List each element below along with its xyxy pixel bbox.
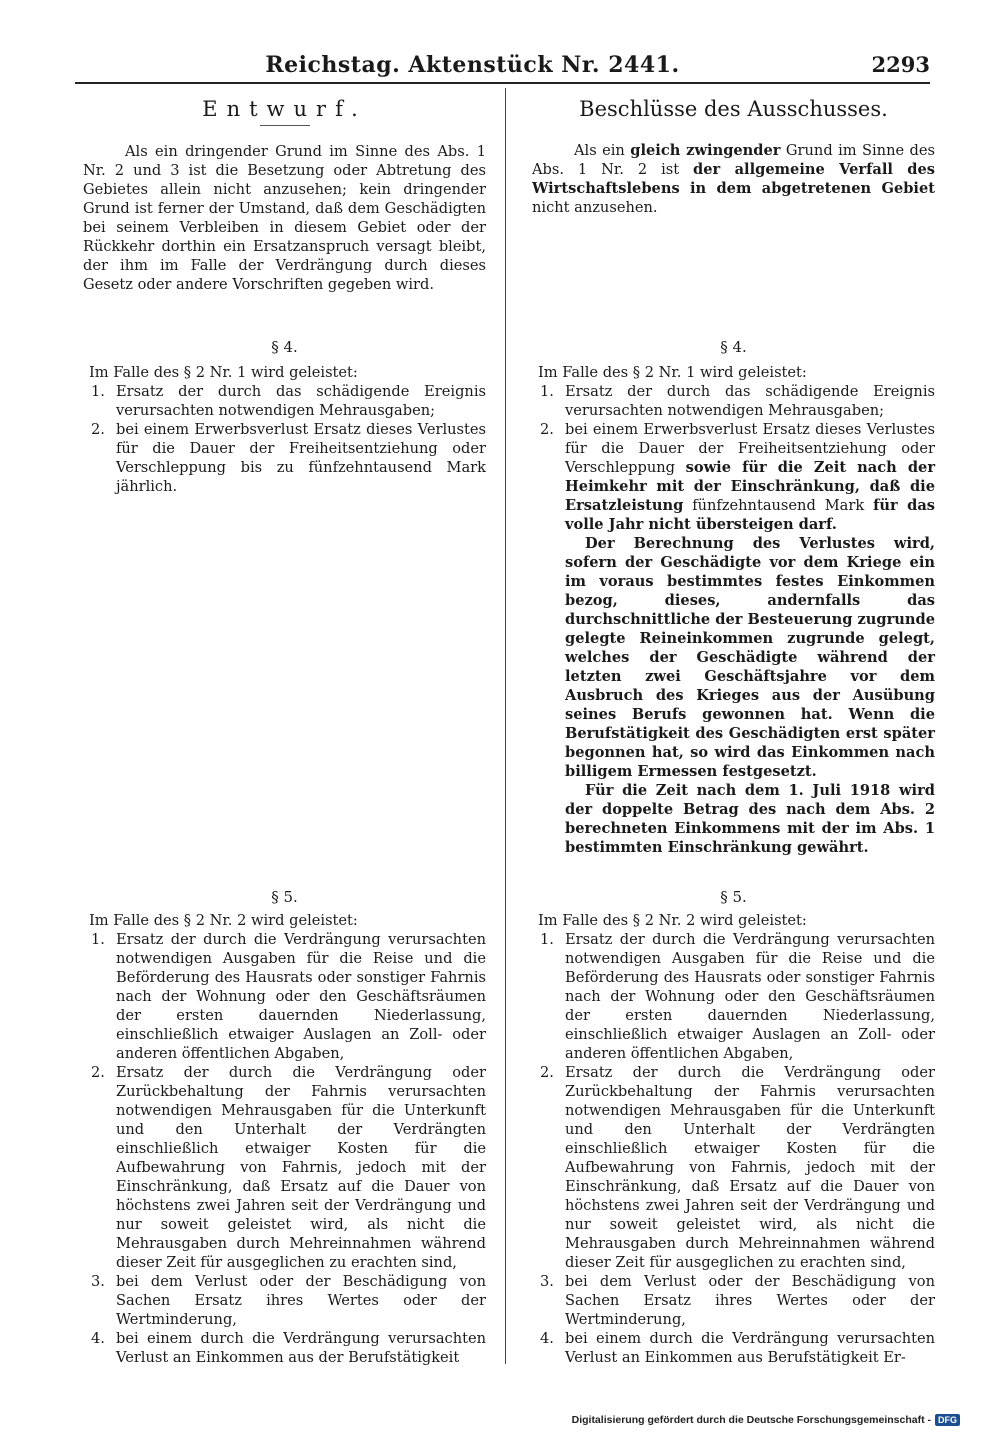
list-item [532,1329,935,1367]
item-text: bei dem Verlust oder der Beschädigung von Sachen Ersatz ihres Wertes oder der Wertminderung, [116,1273,486,1328]
page-header [75,52,930,80]
intro-amendment: der allgemeine Verfall des Wirtschaftslebens in dem abgetretenen Gebiet [532,161,936,197]
item-text: Ersatz der durch die Verdrängung oder Zurückbehaltung der Fahrnis verursachten notwendigen Mehrausgaben für die Unterkunft und den Unterhalt der Verdrängten einschließlich etwaiger Kosten für die Aufbewahrung von Fahrnis, jedoch mit der Einschränkung, daß Ersatz auf die Dauer von höchstens zwei Jahren seit der Verdrängung und nur soweit geleistet wird, als nicht die Mehrausgaben durch Mehreinnahmen während dieser Zeit für ausgeglichen zu erachten sind, [116,1064,486,1271]
page-number: 2293 [871,52,930,77]
item-text: Ersatz der durch das schädigende Ereignis verursachten notwendigen Mehrausgaben; [116,383,486,419]
column-divider [505,88,506,1364]
amendment-paragraph-calculation: Der Berechnung des Verlustes wird, sofern der Geschädigte vor dem Kriege ein im voraus bestimmtes festes Einkommen bezog, dieses, andernfalls das durchschnittliche der Besteuerung zugrunde gelegte Reineinkommen zugrunde gelegt, welches der Geschädigte während der letzten zwei Geschäftsjahre vor dem Ausbruch des Krieges aus der Ausübung seines Berufs gewonnen hat. Wenn die Berufstätigkeit des Geschädigten erst später begonnen hat, so wird das Einkommen nach billigem Ermessen festgesetzt. [565,535,936,780]
right-s5-list [532,930,935,1367]
left-s5-lead: Im Falle des § 2 Nr. 2 wird geleistet: [89,912,358,929]
left-s5-list [83,930,486,1367]
item-number: 2. [540,1064,554,1081]
item-number: 4. [91,1330,105,1347]
list-item [532,1063,935,1272]
left-section-5 [83,888,486,1367]
right-column [532,97,936,217]
item-text: Ersatz der durch die Verdrängung verursachten notwendigen Ausgaben für die Reise und die Beförderung des Hausrats oder sonstiger Fahrnis nach der Wohnung oder den Geschäftsräumen der ersten dauernden Niederlassung, einschließlich etwaiger Auslagen an Zoll- oder anderen öffentlichen Abgaben, [116,931,486,1062]
item-number: 1. [91,931,105,948]
item-amendment: für das volle Jahr nicht übersteigen darf. [565,497,935,533]
left-s4-title: § 4. [271,338,298,356]
heading-rule [260,125,310,126]
list-item [532,420,935,857]
list-item [83,1063,486,1272]
intro-text: Grund im Sinne des Abs. 1 Nr. 2 ist [532,142,935,178]
item-number: 2. [540,421,554,438]
item-text: bei einem Erwerbsverlust Ersatz dieses Verlustes für die Dauer der Freiheitsentziehung oder Verschleppung bis zu fünfzehntausend Mark jährlich. [116,421,486,495]
item-text: Ersatz der durch die Verdrängung verursachten notwendigen Ausgaben für die Reise und die Beförderung des Hausrats oder sonstiger Fahrnis nach der Wohnung oder den Geschäftsräumen der ersten dauernden Niederlassung, einschließlich etwaiger Auslagen an Zoll- oder anderen öffentlichen Abgaben, [565,931,935,1062]
item-number: 1. [91,383,105,400]
item-number: 4. [540,1330,554,1347]
item-number: 2. [91,1064,105,1081]
left-s4-list [83,382,486,496]
item-text: Ersatz der durch die Verdrängung oder Zurückbehaltung der Fahrnis verursachten notwendigen Mehrausgaben für die Unterkunft und den Unterhalt der Verdrängten einschließlich etwaiger Kosten für die Aufbewahrung von Fahrnis, jedoch mit der Einschränkung, daß Ersatz auf die Dauer von höchstens zwei Jahren seit der Verdrängung und nur soweit geleistet wird, als nicht die Mehrausgaben durch Mehreinnahmen während dieser Zeit für ausgeglichen zu erachten sind, [565,1064,935,1271]
left-section-4 [83,338,486,496]
item-text: fünfzehntausend Mark [683,497,874,514]
left-intro-paragraph: Als ein dringender Grund im Sinne des Abs. 1 Nr. 2 und 3 ist die Besetzung oder Abtretung des Gebietes allein nicht anzusehen; kein dringender Grund ist ferner der Umstand, daß dem Geschädigten bei seinem Verbleiben in diesem Gebiet oder der Rückkehr dorthin ein Ersatzanspruch versagt bleibt, der ihm im Falle der Verdrängung durch dieses Gesetz oder andere Vorschriften gegeben wird. [83,143,486,293]
amendment-paragraph-1918: Für die Zeit nach dem 1. Juli 1918 wird der doppelte Betrag des nach dem Abs. 2 berechneten Einkommens mit der im Abs. 1 bestimmten Einschränkung gewährt. [565,782,935,856]
item-amendment: sowie für die Zeit nach der Heimkehr mit der Einschränkung, daß die Ersatzleistung [565,459,936,514]
left-column-heading: Entwurf. [202,97,367,121]
right-s4-list [532,382,935,857]
dfg-logo: DFG [935,1414,960,1426]
list-item [532,382,935,420]
item-number: 3. [91,1273,105,1290]
right-s5-title: § 5. [720,888,747,906]
list-item [83,420,486,496]
digitization-footer [572,1414,960,1426]
left-column [83,97,486,294]
intro-amendment: gleich zwingender [630,142,781,159]
right-s5-lead: Im Falle des § 2 Nr. 2 wird geleistet: [538,912,807,929]
intro-text: Als ein [574,142,631,159]
right-column-heading: Beschlüsse des Ausschusses. [579,97,888,121]
item-number: 2. [91,421,105,438]
list-item [532,1272,935,1329]
right-section-5 [532,888,935,1367]
right-s4-title: § 4. [720,338,747,356]
header-rule [75,82,930,84]
item-text: bei einem durch die Verdrängung verursachten Verlust an Einkommen aus der Berufstätigkeit [116,1330,486,1366]
item-number: 1. [540,383,554,400]
right-intro-paragraph [532,141,935,217]
item-text: Ersatz der durch das schädigende Ereignis verursachten notwendigen Mehrausgaben; [565,383,935,419]
left-s4-lead: Im Falle des § 2 Nr. 1 wird geleistet: [89,364,358,381]
intro-text: nicht anzusehen. [532,199,658,216]
item-text: bei einem Erwerbsverlust Ersatz dieses Verlustes für die Dauer der Freiheitsentziehung oder Verschleppung [565,421,935,476]
footer-text: Digitalisierung gefördert durch die Deutsche Forschungsgemeinschaft - [571,1414,931,1426]
item-number: 3. [540,1273,554,1290]
list-item [532,930,935,1063]
item-text: bei einem durch die Verdrängung verursachten Verlust an Einkommen aus Berufstätigkeit Er- [565,1330,935,1366]
left-s5-title: § 5. [271,888,298,906]
list-item [83,1272,486,1329]
item-number: 1. [540,931,554,948]
list-item [83,1329,486,1367]
right-section-4 [532,338,935,857]
running-title: Reichstag. Aktenstück Nr. 2441. [265,52,680,78]
right-s4-lead: Im Falle des § 2 Nr. 1 wird geleistet: [538,364,807,381]
list-item [83,382,486,420]
list-item [83,930,486,1063]
item-text: bei dem Verlust oder der Beschädigung von Sachen Ersatz ihres Wertes oder der Wertminderung, [565,1273,935,1328]
